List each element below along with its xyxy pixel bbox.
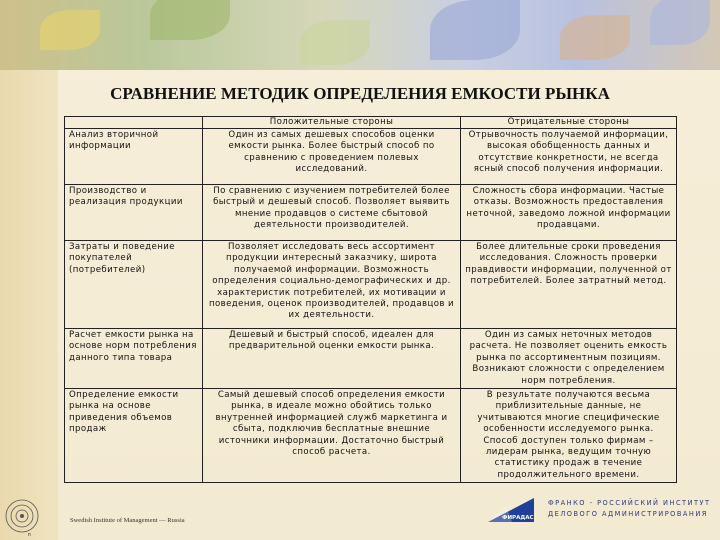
institute-line1: ФРАНКО - РОССИЙСКИЙ ИНСТИТУТ	[548, 499, 711, 507]
row-cons: Один из самых неточных методов расчета. Не позволяет оценить емкость рынка по ассортиментным позициям. Возникают сложности с определением норм потребления.	[461, 329, 677, 389]
header-cons: Отрицательные стороны	[461, 117, 677, 129]
left-decorative-strip	[0, 0, 58, 540]
row-pros: Позволяет исследовать весь ассортимент продукции интересный заказчику, широта получаемой информации. Возможность определения социально-демографических и др. характеристик потребителей, их мотивации и поведения, оценок производителей, продавцов и их деятельности.	[203, 241, 461, 329]
row-cons: Более длительные сроки проведения исследования. Сложность проверки правдивости информации, полученной от потребителей. Более затратный метод.	[461, 241, 677, 329]
table-row	[65, 241, 677, 329]
row-cons: Сложность сбора информации. Частые отказы. Возможность предоставления неточной, заведомо ложной информации продавцами.	[461, 185, 677, 241]
table-header-row	[65, 117, 677, 129]
institute-line2: ДЕЛОВОГО АДМИНИСТРИРОВАНИЯ	[548, 510, 708, 518]
table-row	[65, 329, 677, 389]
institute-name	[548, 498, 718, 520]
row-pros: Дешевый и быстрый способ, идеален для предварительной оценки емкости рынка.	[203, 329, 461, 389]
spiral-logo-icon	[4, 498, 40, 534]
row-pros: Один из самых дешевых способов оценки емкости рынка. Более быстрый способ по сравнению с проведением полевых исследований.	[203, 129, 461, 185]
page-number: п	[28, 532, 31, 538]
row-method: Расчет емкости рынка на основе норм потребления данного типа товара	[65, 329, 203, 389]
row-method: Анализ вторичной информации	[65, 129, 203, 185]
slide-title: СРАВНЕНИЕ МЕТОДИК ОПРЕДЕЛЕНИЯ ЕМКОСТИ РЫНКА	[110, 84, 610, 103]
table-row	[65, 185, 677, 241]
row-method: Определение емкости рынка на основе приведения объемов продаж	[65, 389, 203, 483]
table-row	[65, 129, 677, 185]
firadas-logo-icon	[486, 494, 536, 524]
row-method: Производство и реализация продукции	[65, 185, 203, 241]
row-pros: По сравнению с изучением потребителей более быстрый и дешевый способ. Позволяет выявить мнение продавцов о системе сбытовой деятельности производителей.	[203, 185, 461, 241]
row-cons: В результате получаются весьма приблизительные данные, не учитываются многие специфические особенности исследуемого рынка. Способ доступен только фирмам – лидерам рынка, ведущим точную статистику продаж в течение продолжительного времени.	[461, 389, 677, 483]
row-method: Затраты и поведение покупателей (потребителей)	[65, 241, 203, 329]
header-banner-image	[0, 0, 720, 70]
table-row	[65, 389, 677, 483]
footer-caption: Swedish Institute of Management — Russia	[70, 517, 185, 524]
header-pros: Положительные стороны	[203, 117, 461, 129]
comparison-table	[64, 116, 677, 483]
header-method	[65, 117, 203, 129]
row-cons: Отрывочность получаемой информации, высокая обобщенность данных и отсутствие конкретности, не всегда ясный способ получения информации.	[461, 129, 677, 185]
row-pros: Самый дешевый способ определения емкости рынка, в идеале можно обойтись только внутренней информацией служб маркетинга и сбыта, подключив бесплатные внешние источники информации. Достаточно быстрый способ расчета.	[203, 389, 461, 483]
firadas-logo-text: ФИРАДАС	[502, 515, 534, 521]
